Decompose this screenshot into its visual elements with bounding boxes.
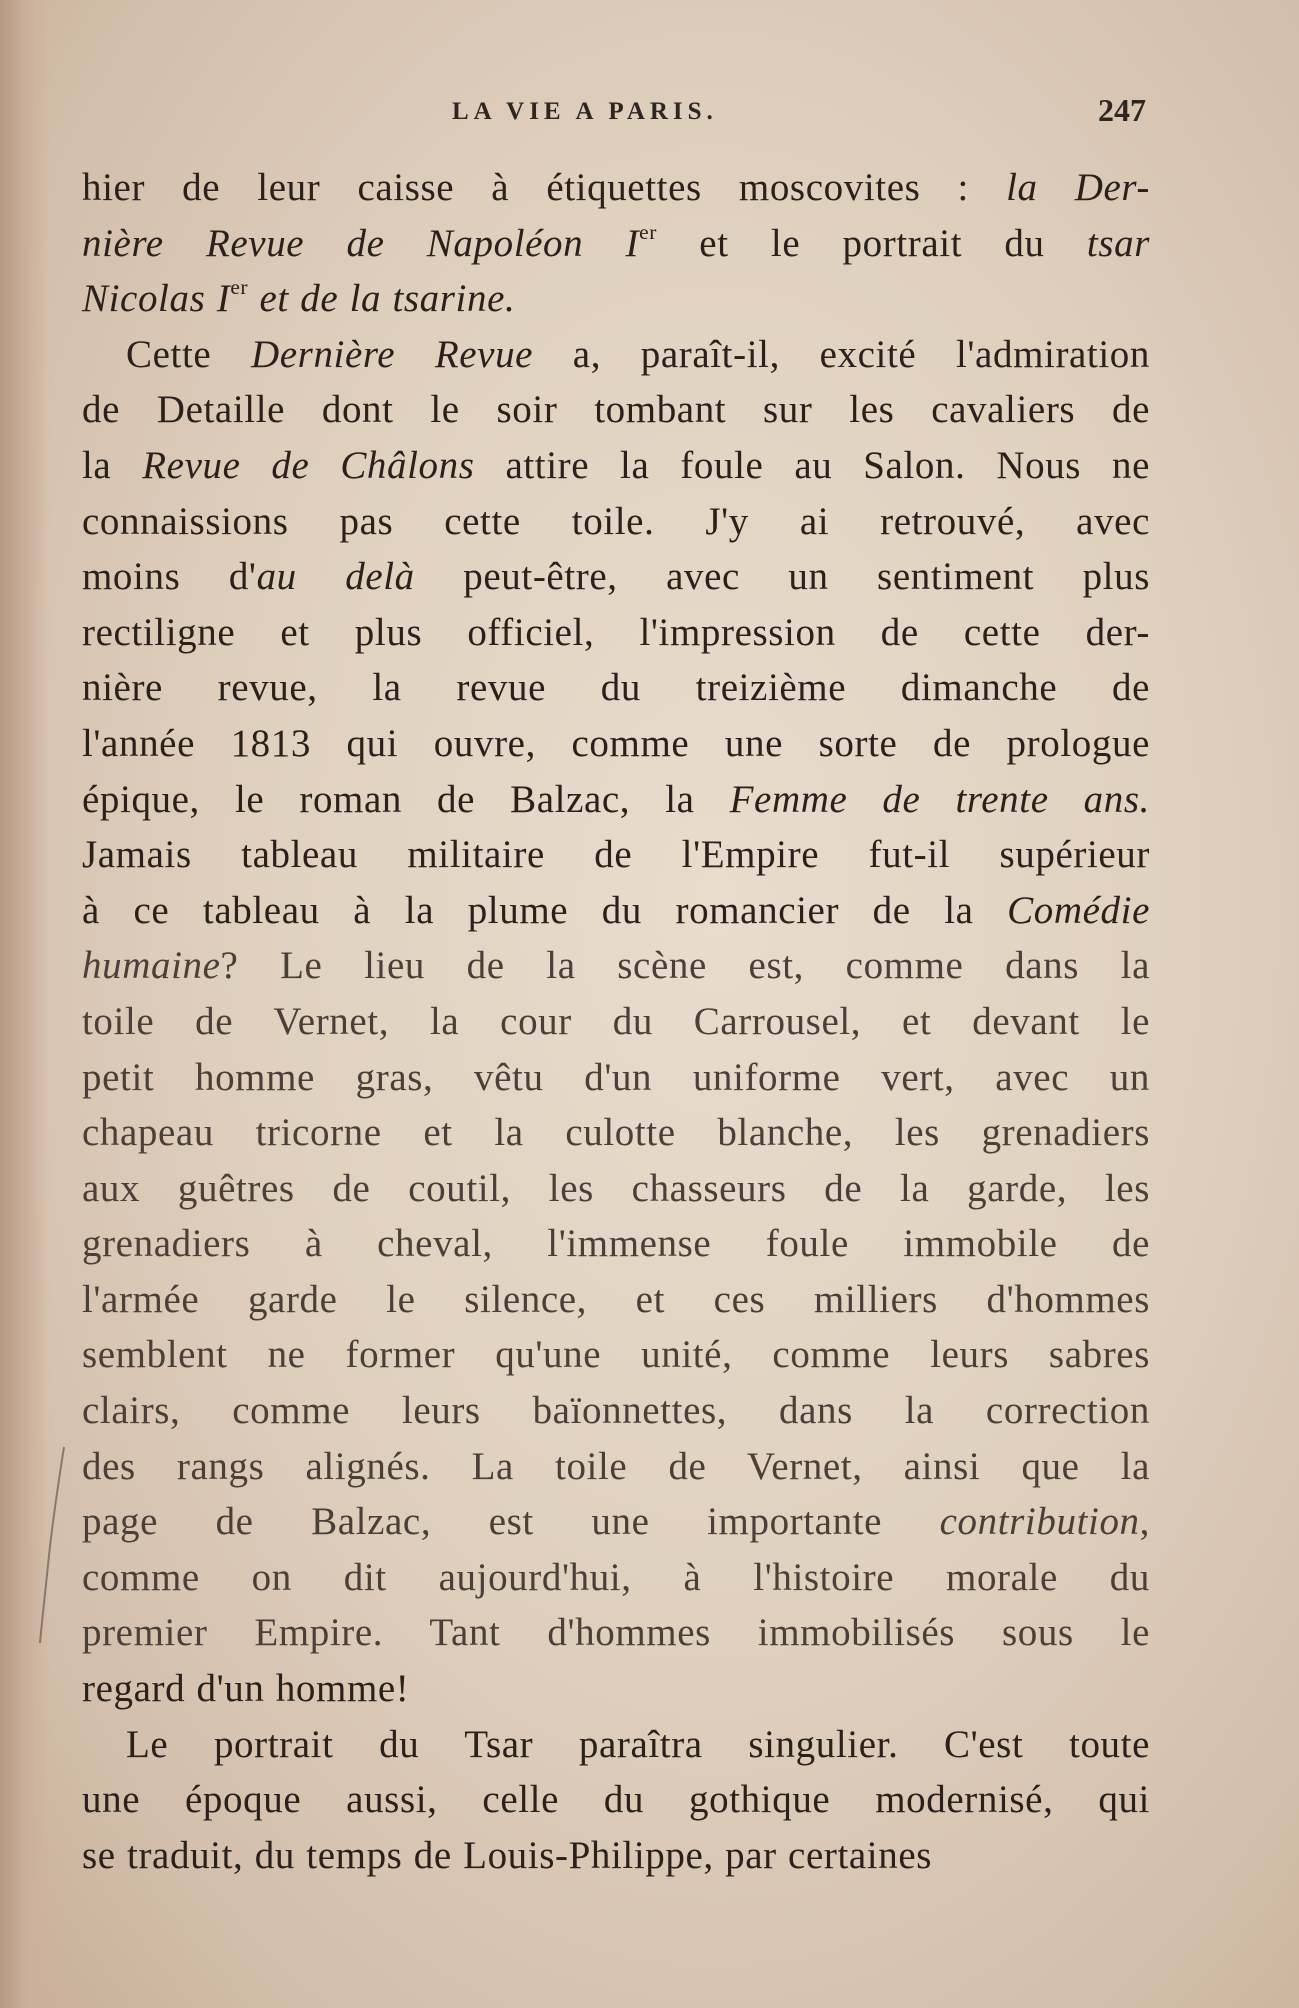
running-head: LA VIE A PARIS. <box>452 98 718 125</box>
text-line <box>82 1105 1150 1161</box>
text-line <box>82 216 1150 272</box>
text-run: premier Empire. Tant d'hommes immobilisés sous le <box>82 1611 1150 1655</box>
text-line <box>82 549 1150 605</box>
text-run: des rangs alignés. La toile de Vernet, ainsi que la <box>82 1444 1150 1488</box>
text-run: comme on dit aujourd'hui, à l'histoire morale du <box>82 1555 1150 1599</box>
text-line <box>82 605 1150 661</box>
text-run: attire la foule au Salon. Nous ne <box>474 443 1150 487</box>
text-run: moins d' <box>82 555 257 599</box>
text-run: l'année 1813 qui ouvre, comme une sorte de prologue <box>82 721 1150 765</box>
text-run: hier de leur caisse à étiquettes moscovites : <box>82 166 1007 209</box>
superscript-run: er <box>639 219 657 244</box>
italic-run: Nicolas I <box>82 277 231 321</box>
text-run: semblent ne former qu'une unité, comme leurs sabres <box>82 1333 1150 1377</box>
text-run: grenadiers à cheval, l'immense foule immobile de <box>82 1222 1150 1266</box>
text-line <box>82 827 1150 883</box>
text-line <box>82 494 1150 550</box>
text-line <box>82 938 1150 994</box>
italic-run: contribution <box>939 1500 1140 1544</box>
text-run: clairs, comme leurs baïonnettes, dans la correction <box>82 1389 1150 1433</box>
superscript-run: er <box>230 275 249 300</box>
text-run: la <box>82 443 143 487</box>
text-line <box>82 160 1150 216</box>
text-run: regard d'un homme! <box>82 1667 410 1711</box>
italic-run: nière Revue de Napoléon I <box>82 221 640 265</box>
text-line <box>82 1161 1150 1217</box>
text-line <box>82 1772 1150 1828</box>
text-line <box>82 1439 1150 1495</box>
text-line <box>82 1272 1150 1328</box>
text-line <box>82 1550 1150 1606</box>
text-line <box>82 1050 1150 1106</box>
text-line <box>82 1661 1150 1717</box>
text-run: Jamais tableau militaire de l'Empire fut-il supérieur <box>82 833 1150 877</box>
text-run: a, paraît-il, excité l'admiration <box>533 332 1151 376</box>
italic-run: tsar <box>1086 221 1150 265</box>
text-line <box>82 382 1150 438</box>
text-line <box>82 1327 1150 1383</box>
text-line <box>82 1494 1150 1550</box>
text-line <box>82 1383 1150 1439</box>
text-run: se traduit, du temps de Louis-Philippe, par certaines <box>82 1833 933 1877</box>
text-line <box>82 716 1150 772</box>
text-run: l'armée garde le silence, et ces milliers d'hommes <box>82 1277 1150 1321</box>
italic-run: Dernière Revue <box>251 332 534 376</box>
body-text <box>82 160 1150 1883</box>
italic-run: au delà <box>256 555 415 599</box>
text-line <box>82 271 1150 327</box>
text-run: peut-être, avec un sentiment plus <box>414 555 1150 599</box>
text-run: de Detaille dont le soir tombant sur les cavaliers de <box>82 388 1150 432</box>
pencil-margin-mark <box>30 1445 70 1645</box>
text-run: à ce tableau à la plume du romancier de la <box>82 888 1008 932</box>
page-header <box>82 92 1150 136</box>
text-run: et le portrait du <box>657 221 1087 265</box>
text-run: petit homme gras, vêtu d'un uniforme vert, avec un <box>82 1055 1150 1099</box>
text-line <box>82 1717 1150 1773</box>
text-run: Le portrait du Tsar paraîtra singulier. C'est toute <box>126 1722 1150 1766</box>
text-line <box>82 327 1150 383</box>
page-number: 247 <box>1098 92 1146 128</box>
text-line <box>82 438 1150 494</box>
text-line <box>82 1216 1150 1272</box>
text-line <box>82 994 1150 1050</box>
italic-run: et de la tsarine. <box>248 277 516 321</box>
text-line <box>82 883 1150 939</box>
italic-run: Femme de trente ans. <box>729 777 1150 821</box>
text-run: aux guêtres de coutil, les chasseurs de la garde, les <box>82 1166 1150 1210</box>
italic-run: humaine <box>82 944 221 988</box>
text-run: une époque aussi, celle du gothique modernisé, qui <box>82 1778 1150 1822</box>
text-run: nière revue, la revue du treizième dimanche de <box>82 666 1150 710</box>
italic-run: la Der- <box>1006 166 1150 209</box>
text-line <box>82 660 1150 716</box>
text-run: ? Le lieu de la scène est, comme dans la <box>220 944 1150 988</box>
text-run: toile de Vernet, la cour du Carrousel, et devant le <box>82 999 1150 1043</box>
italic-run: Comédie <box>1007 888 1150 932</box>
page-gutter-shadow <box>0 0 50 2008</box>
text-run: épique, le roman de Balzac, la <box>82 777 730 821</box>
text-run: connaissions pas cette toile. J'y ai retrouvé, avec <box>82 499 1150 543</box>
text-line <box>82 1828 1150 1884</box>
text-run: rectiligne et plus officiel, l'impression de cette der- <box>82 610 1150 654</box>
text-run: Cette <box>126 332 251 376</box>
text-run: page de Balzac, est une importante <box>82 1500 940 1544</box>
text-line <box>82 1605 1150 1661</box>
text-run: chapeau tricorne et la culotte blanche, les grenadiers <box>82 1111 1150 1155</box>
text-run: , <box>1139 1500 1150 1544</box>
text-line <box>82 772 1150 828</box>
italic-run: Revue de Châlons <box>142 443 475 487</box>
